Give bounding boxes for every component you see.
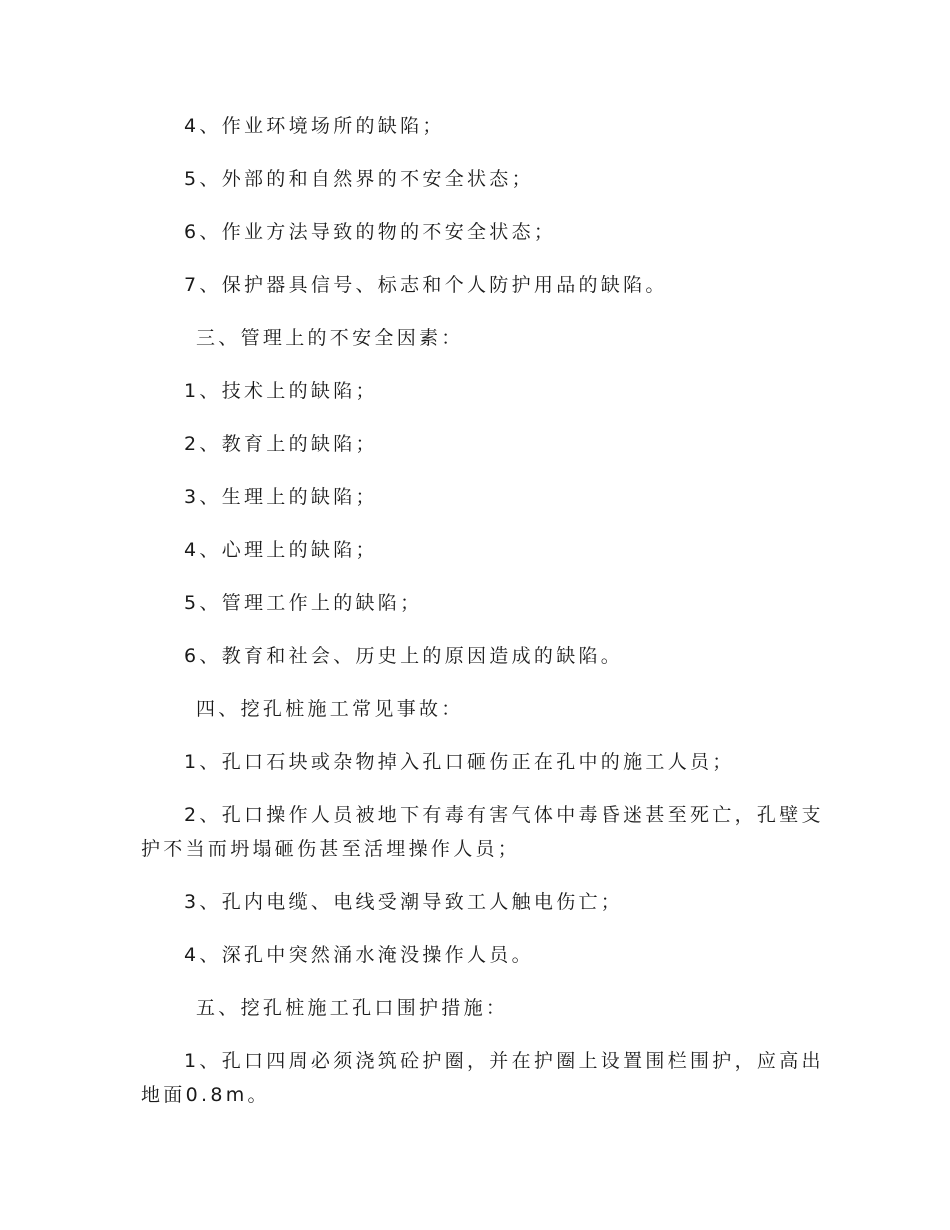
paragraph-item: 2、教育上的缺陷； bbox=[184, 433, 378, 455]
paragraph-item: 6、教育和社会、历史上的原因造成的缺陷。 bbox=[184, 645, 624, 667]
paragraph-item: 1、孔口石块或杂物掉入孔口砸伤正在孔中的施工人员； bbox=[184, 751, 735, 773]
paragraph-item: 5、管理工作上的缺陷； bbox=[184, 592, 423, 614]
paragraph-item: 1、技术上的缺陷； bbox=[184, 380, 378, 402]
paragraph-item: 4、心理上的缺陷； bbox=[184, 539, 378, 561]
paragraph-item: 2、孔口操作人员被地下有毒有害气体中毒昏迷甚至死亡，孔壁支 bbox=[184, 804, 824, 826]
paragraph-continuation: 地面0.8m。 bbox=[141, 1084, 270, 1106]
paragraph-item: 6、作业方法导致的物的不安全状态； bbox=[184, 221, 557, 243]
paragraph-item: 3、孔内电缆、电线受潮导致工人触电伤亡； bbox=[184, 891, 624, 913]
paragraph-item: 4、作业环境场所的缺陷； bbox=[184, 115, 445, 137]
paragraph-continuation: 护不当而坍塌砸伤甚至活埋操作人员； bbox=[141, 838, 521, 860]
paragraph-item: 5、外部的和自然界的不安全状态； bbox=[184, 168, 534, 190]
paragraph-item: 7、保护器具信号、标志和个人防护用品的缺陷。 bbox=[184, 274, 668, 296]
section-heading: 五、挖孔桩施工孔口围护措施： bbox=[196, 997, 509, 1019]
section-heading: 四、挖孔桩施工常见事故： bbox=[196, 698, 464, 720]
paragraph-item: 4、深孔中突然涌水淹没操作人员。 bbox=[184, 944, 534, 966]
paragraph-item: 1、孔口四周必须浇筑砼护圈，并在护圈上设置围栏围护，应高出 bbox=[184, 1050, 824, 1072]
section-heading: 三、管理上的不安全因素： bbox=[196, 327, 464, 349]
paragraph-item: 3、生理上的缺陷； bbox=[184, 486, 378, 508]
